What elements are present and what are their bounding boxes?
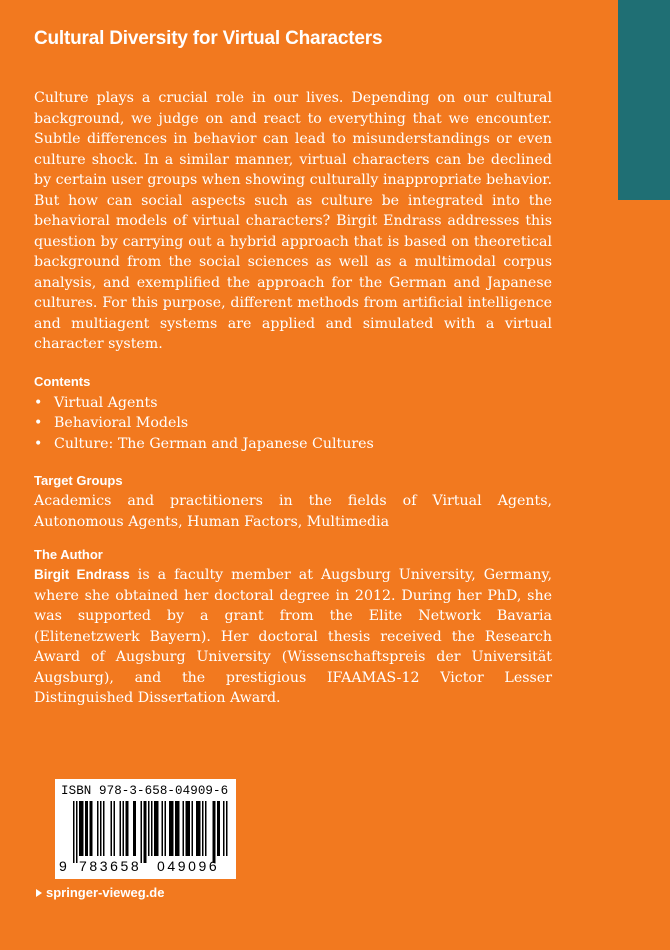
book-title: Cultural Diversity for Virtual Characters bbox=[34, 28, 383, 49]
book-description: Culture plays a crucial role in our lives. Depending on our cultural background, we judge on and react to everything that we encounter. Subtle differences in behavior can lead to misunderstandings or even culture shock. In a similar manner, virtual characters can be declined by certain user groups when showing culturally inappropriate behavior. But how can social aspects such as culture be integrated into the behavioral models of virtual characters? Birgit Endrass addresses this question by carrying out a hybrid approach that is based on theoretical background from the social sciences as well as a multimodal corpus analysis, and exemplified the approach for the German and Japanese cultures. For this purpose, different methods from artificial intelligence and multiagent systems are applied and simulated with a virtual character system. bbox=[34, 90, 552, 352]
target-groups-heading: Target Groups bbox=[34, 473, 123, 488]
contents-heading: Contents bbox=[34, 373, 91, 389]
list-item: • Behavioral Models bbox=[34, 413, 552, 434]
isbn-barcode bbox=[55, 779, 236, 879]
author-name: Birgit Endrass bbox=[34, 567, 130, 582]
contents-list bbox=[34, 393, 552, 455]
publisher-website-link[interactable] bbox=[36, 885, 164, 900]
bullet-icon: • bbox=[34, 394, 43, 411]
bullet-icon: • bbox=[34, 435, 43, 452]
website-text: springer-vieweg.de bbox=[46, 885, 165, 900]
barcode-first-digit: 9 bbox=[59, 858, 67, 874]
author-heading: The Author bbox=[34, 547, 103, 562]
barcode-right-digits: 049096 bbox=[157, 858, 220, 874]
back-cover-content bbox=[34, 88, 552, 709]
target-groups-text: Academics and practitioners in the fields of Virtual Agents, Autonomous Agents, Human Factors, Multimedia bbox=[34, 493, 552, 530]
author-bio bbox=[34, 565, 552, 709]
bullet-icon: • bbox=[34, 415, 43, 431]
author-bio-text: is a faculty member at Augsburg University, Germany, where she obtained her doctoral degree in 2012. During her PhD, she was supported by a grant from the Elite Network Bavaria (Elitenetzwerk Bayern). Her doctoral thesis received the Research Award of Augsburg University (Wissenschaftspreis der Universität Augsburg), and the prestigious IFAAMAS-12 Victor Lesser Distinguished Dissertation Award. bbox=[34, 567, 552, 706]
teal-corner-tab bbox=[618, 0, 670, 200]
list-item: • Virtual Agents bbox=[34, 393, 552, 414]
arrow-right-icon bbox=[36, 889, 42, 897]
barcode-left-digits: 783658 bbox=[79, 858, 142, 874]
isbn-label: ISBN 978-3-658-04909-6 bbox=[61, 784, 229, 798]
list-item: • Culture: The German and Japanese Cultures bbox=[34, 434, 552, 455]
